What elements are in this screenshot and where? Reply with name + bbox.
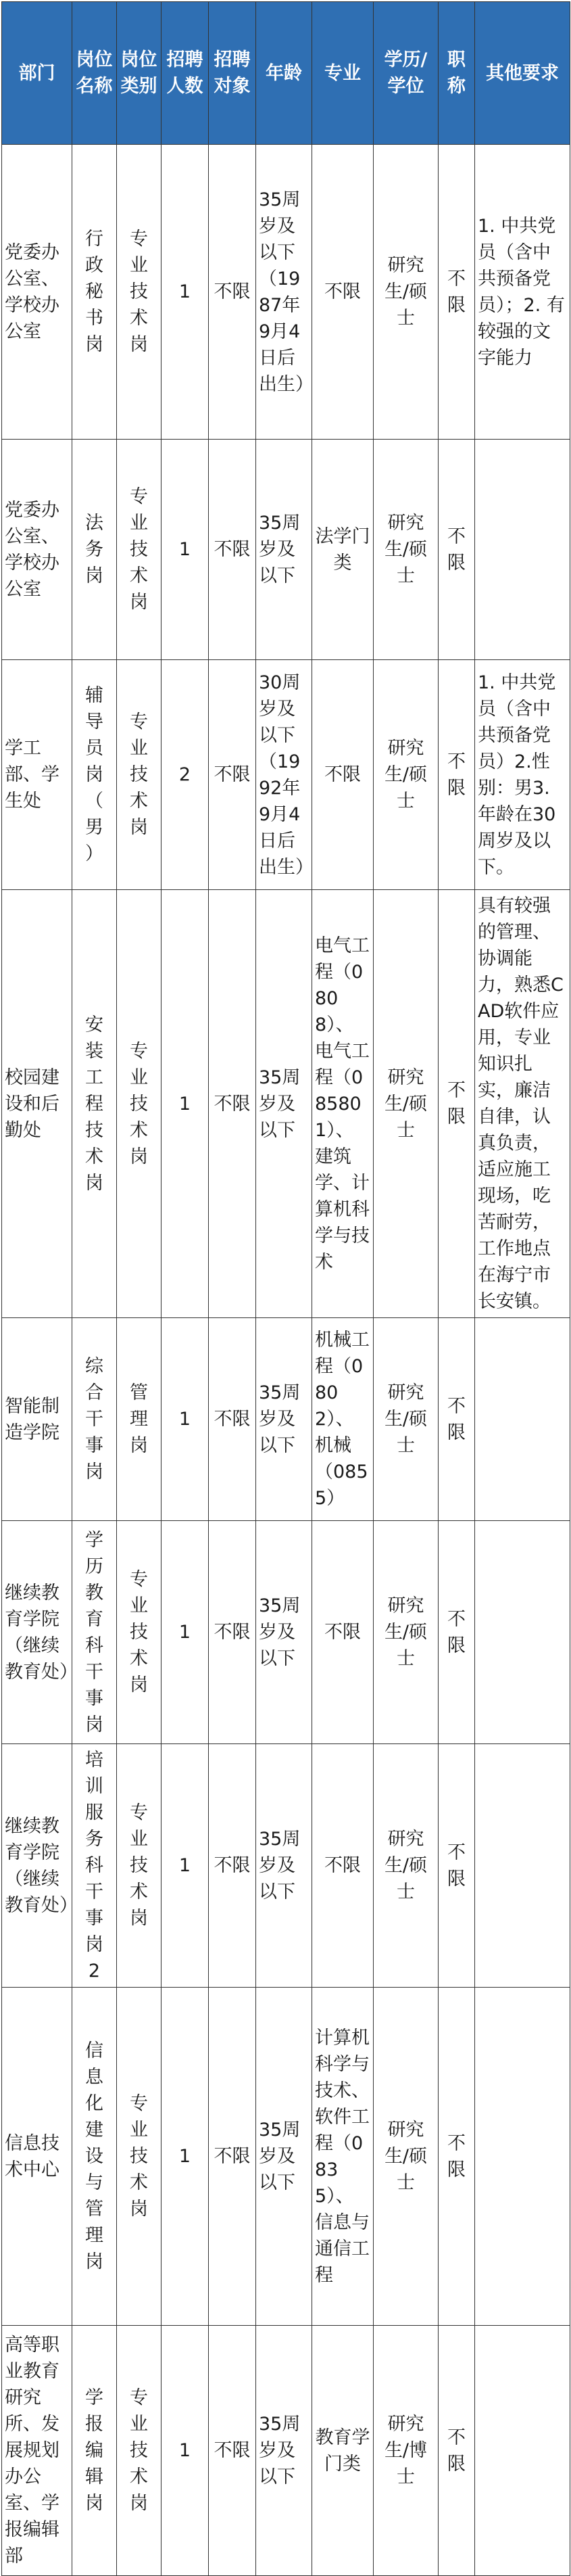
header-age: 年龄: [256, 2, 312, 145]
cell-age: 35周岁及以下: [256, 1318, 312, 1521]
cell-count: 1: [162, 890, 209, 1318]
cell-age: 35周岁及以下: [256, 440, 312, 660]
table-row: [2, 1744, 570, 1988]
cell-age: 35周岁及以下: [256, 1744, 312, 1988]
cell-category: 专业技术岗: [117, 660, 162, 890]
cell-post: 培训服务科干事岗2: [72, 1744, 117, 1988]
header-count: 招聘人数: [162, 2, 209, 145]
cell-major: 法学门类: [312, 440, 374, 660]
cell-major: 电气工程（0808）、电气工程（085801）、建筑学、计算机科学与技术: [312, 890, 374, 1318]
cell-education: 研究生/硕士: [374, 1318, 439, 1521]
cell-target: 不限: [209, 1988, 256, 2326]
cell-dept: 高等职业教育研究所、发展规划办公室、学报编辑部: [2, 2326, 72, 2576]
cell-count: 2: [162, 660, 209, 890]
header-title: 职称: [439, 2, 475, 145]
header-dept: 部门: [2, 2, 72, 145]
cell-dept: 智能制造学院: [2, 1318, 72, 1521]
table-row: [2, 440, 570, 660]
table-row: [2, 2326, 570, 2576]
cell-post: 辅导员岗（男）: [72, 660, 117, 890]
cell-count: 1: [162, 1521, 209, 1744]
cell-other: 1. 中共党员（含中共预备党员）；2. 有较强的文字能力: [475, 145, 570, 440]
cell-target: 不限: [209, 2326, 256, 2576]
cell-education: 研究生/硕士: [374, 440, 439, 660]
cell-post: 学报编辑岗: [72, 2326, 117, 2576]
table-row: [2, 890, 570, 1318]
header-post: 岗位名称: [72, 2, 117, 145]
cell-count: 1: [162, 145, 209, 440]
cell-category: 专业技术岗: [117, 1744, 162, 1988]
header-education: 学历/学位: [374, 2, 439, 145]
cell-dept: 信息技术中心: [2, 1988, 72, 2326]
cell-dept: 党委办公室、学校办公室: [2, 440, 72, 660]
cell-age: 35周岁及以下: [256, 1521, 312, 1744]
cell-target: 不限: [209, 660, 256, 890]
cell-other: [475, 1318, 570, 1521]
cell-count: 1: [162, 1744, 209, 1988]
cell-other: 具有较强的管理、协调能力，熟悉CAD软件应用，专业知识扎实，廉洁自律，认真负责，适应施工现场，吃苦耐劳，工作地点在海宁市长安镇。: [475, 890, 570, 1318]
cell-other: [475, 1988, 570, 2326]
cell-title: 不限: [439, 1521, 475, 1744]
cell-other: [475, 440, 570, 660]
cell-education: 研究生/博士: [374, 2326, 439, 2576]
cell-major: 计算机科学与技术、软件工程（0835）、信息与通信工程: [312, 1988, 374, 2326]
cell-major: 机械工程（0802）、机械（0855）: [312, 1318, 374, 1521]
table-row: [2, 1988, 570, 2326]
header-target: 招聘对象: [209, 2, 256, 145]
cell-post: 安装工程技术岗: [72, 890, 117, 1318]
cell-category: 专业技术岗: [117, 1521, 162, 1744]
header-row: [2, 2, 570, 145]
cell-dept: 学工部、学生处: [2, 660, 72, 890]
cell-dept: 继续教育学院（继续教育处）: [2, 1521, 72, 1744]
cell-post: 法务岗: [72, 440, 117, 660]
table-row: [2, 1318, 570, 1521]
recruitment-table: [1, 1, 570, 2576]
cell-title: 不限: [439, 1988, 475, 2326]
cell-count: 1: [162, 1318, 209, 1521]
cell-age: 35周岁及以下（1987年9月4日后出生）: [256, 145, 312, 440]
cell-education: 研究生/硕士: [374, 890, 439, 1318]
cell-dept: 校园建设和后勤处: [2, 890, 72, 1318]
cell-age: 35周岁及以下: [256, 2326, 312, 2576]
cell-category: 管理岗: [117, 1318, 162, 1521]
header-other: 其他要求: [475, 2, 570, 145]
table-row: [2, 1521, 570, 1744]
cell-title: 不限: [439, 2326, 475, 2576]
cell-education: 研究生/硕士: [374, 145, 439, 440]
cell-count: 1: [162, 1988, 209, 2326]
cell-major: 教育学门类: [312, 2326, 374, 2576]
header-major: 专业: [312, 2, 374, 145]
cell-category: 专业技术岗: [117, 2326, 162, 2576]
cell-category: 专业技术岗: [117, 890, 162, 1318]
cell-post: 学历教育科干事岗: [72, 1521, 117, 1744]
cell-post: 综合干事岗: [72, 1318, 117, 1521]
cell-age: 35周岁及以下: [256, 1988, 312, 2326]
cell-age: 30周岁及以下（1992年9月4日后出生）: [256, 660, 312, 890]
cell-dept: 党委办公室、学校办公室: [2, 145, 72, 440]
cell-education: 研究生/硕士: [374, 1744, 439, 1988]
cell-title: 不限: [439, 145, 475, 440]
table-row: [2, 660, 570, 890]
cell-other: [475, 1744, 570, 1988]
cell-target: 不限: [209, 1744, 256, 1988]
cell-major: 不限: [312, 1744, 374, 1988]
cell-count: 1: [162, 440, 209, 660]
cell-major: 不限: [312, 660, 374, 890]
cell-target: 不限: [209, 1521, 256, 1744]
cell-target: 不限: [209, 1318, 256, 1521]
cell-education: 研究生/硕士: [374, 1988, 439, 2326]
cell-title: 不限: [439, 660, 475, 890]
cell-category: 专业技术岗: [117, 145, 162, 440]
cell-count: 1: [162, 2326, 209, 2576]
cell-education: 研究生/硕士: [374, 660, 439, 890]
cell-category: 专业技术岗: [117, 440, 162, 660]
cell-major: 不限: [312, 145, 374, 440]
cell-target: 不限: [209, 440, 256, 660]
cell-post: 行政秘书岗: [72, 145, 117, 440]
cell-title: 不限: [439, 1318, 475, 1521]
cell-post: 信息化建设与管理岗: [72, 1988, 117, 2326]
table-row: [2, 145, 570, 440]
cell-education: 研究生/硕士: [374, 1521, 439, 1744]
header-category: 岗位类别: [117, 2, 162, 145]
cell-category: 专业技术岗: [117, 1988, 162, 2326]
cell-title: 不限: [439, 890, 475, 1318]
cell-other: 1. 中共党员（含中共预备党员）2.性别：男3.年龄在30周岁及以下。: [475, 660, 570, 890]
cell-title: 不限: [439, 1744, 475, 1988]
cell-major: 不限: [312, 1521, 374, 1744]
cell-target: 不限: [209, 145, 256, 440]
cell-dept: 继续教育学院（继续教育处）: [2, 1744, 72, 1988]
cell-title: 不限: [439, 440, 475, 660]
cell-other: [475, 1521, 570, 1744]
cell-age: 35周岁及以下: [256, 890, 312, 1318]
cell-other: [475, 2326, 570, 2576]
cell-target: 不限: [209, 890, 256, 1318]
